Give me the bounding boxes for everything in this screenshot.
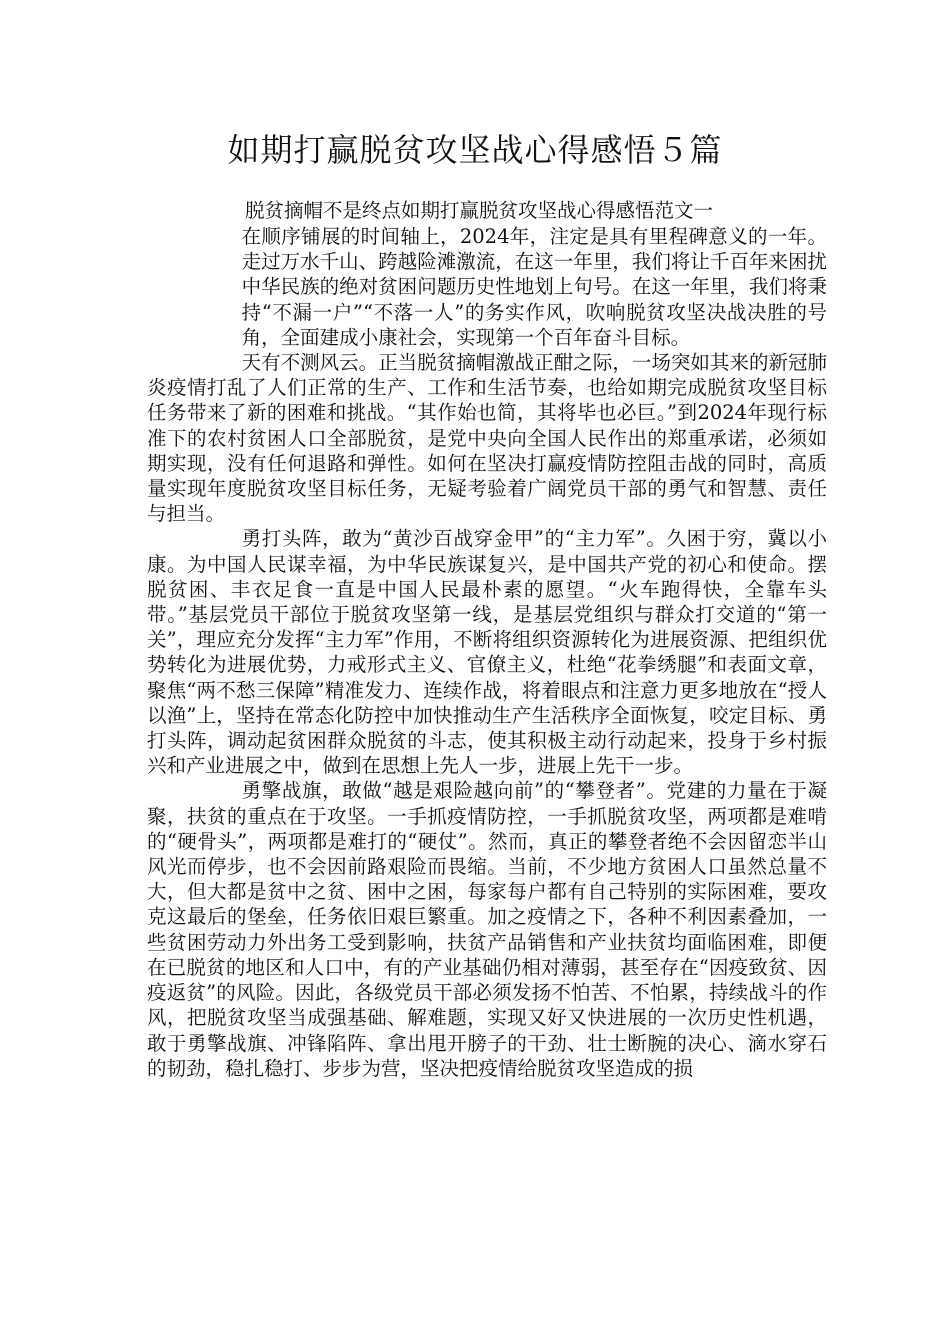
paragraph: 勇擎战旗，敢做“越是艰险越向前”的“攀登者”。党建的力量在于凝聚，扶贫的重点在于攻坚。一手抓疫情防控，一手抓脱贫攻坚，两项都是难啃的“硬骨头”，两项都是难打的“硬仗”。然而，真正的攀登者绝不会因留恋半山风光而停步，也不会因前路艰险而畏缩。当前，不少地方贫困人口虽然总量不大，但大都是贫中之贫、困中之困，每家每户都有自己特别的实际困难，要攻克这最后的堡垒，任务依旧艰巨繁重。加之疫情之下，各种不利因素叠加，一些贫困劳动力外出务工受到影响，扶贫产品销售和产业扶贫均面临困难，即便在已脱贫的地区和人口中，有的产业基础仍相对薄弱，甚至存在“因疫致贫、因疫返贫”的风险。因此，各级党员干部必须发扬不怕苦、不怕累，持续战斗的作风，把脱贫攻坚当成强基础、解难题，实现又好又快进展的一次历史性机遇，敢于勇擎战旗、冲锋陷阵、拿出甩开膀子的干劲、壮士断腕的决心、滴水穿石的韧劲，稳扎稳打、步步为营，坚决把疫情给脱贫攻坚造成的损 <box>147 779 827 1080</box>
paragraph: 在顺序铺展的时间轴上，2024年，注定是具有里程碑意义的一年。走过万水千山、跨越险滩激流，在这一年里，我们将让千百年来困扰中华民族的绝对贫困问题历史性地划上句号。在这一年里，我们将秉持“不漏一户”“不落一人”的务实作风，吹响脱贫攻坚决战决胜的号角，全面建成小康社会，实现第一个百年奋斗目标。 <box>241 225 827 349</box>
document-body <box>147 224 827 1081</box>
document-title: 如期打赢脱贫攻坚战心得感悟５篇 <box>227 131 723 169</box>
paragraph: 天有不测风云。正当脱贫摘帽激战正酣之际，一场突如其来的新冠肺炎疫情打乱了人们正常的生产、工作和生活节奏，也给如期完成脱贫攻坚目标任务带来了新的困难和挑战。“其作始也简，其将毕也必巨。”到2024年现行标准下的农村贫困人口全部脱贫，是党中央向全国人民作出的郑重承诺，必须如期实现，没有任何退路和弹性。如何在坚决打赢疫情防控阻击战的同时，高质量实现年度脱贫攻坚目标任务，无疑考验着广阔党员干部的勇气和智慧、责任与担当。 <box>147 351 827 526</box>
document-subtitle: 脱贫摘帽不是终点如期打赢脱贫攻坚战心得感悟范文一 <box>245 199 714 222</box>
paragraph: 勇打头阵，敢为“黄沙百战穿金甲”的“主力军”。久困于穷，冀以小康。为中国人民谋幸福，为中华民族谋复兴，是中国共产党的初心和使命。摆脱贫困、丰衣足食一直是中国人民最朴素的愿望。“火车跑得快，全靠车头带。”基层党员干部位于脱贫攻坚第一线，是基层党组织与群众打交道的“第一关”，理应充分发挥“主力军”作用，不断将组织资源转化为进展资源、把组织优势转化为进展优势，力戒形式主义、官僚主义，杜绝“花拳绣腿”和表面文章，聚焦“两不愁三保障”精准发力、连续作战，将着眼点和注意力更多地放在“授人以渔”上，坚持在常态化防控中加快推动生产生活秩序全面恢复，咬定目标、勇打头阵，调动起贫困群众脱贫的斗志，使其积极主动行动起来，投身于乡村振兴和产业进展之中，做到在思想上先人一步，进展上先干一步。 <box>147 527 827 778</box>
